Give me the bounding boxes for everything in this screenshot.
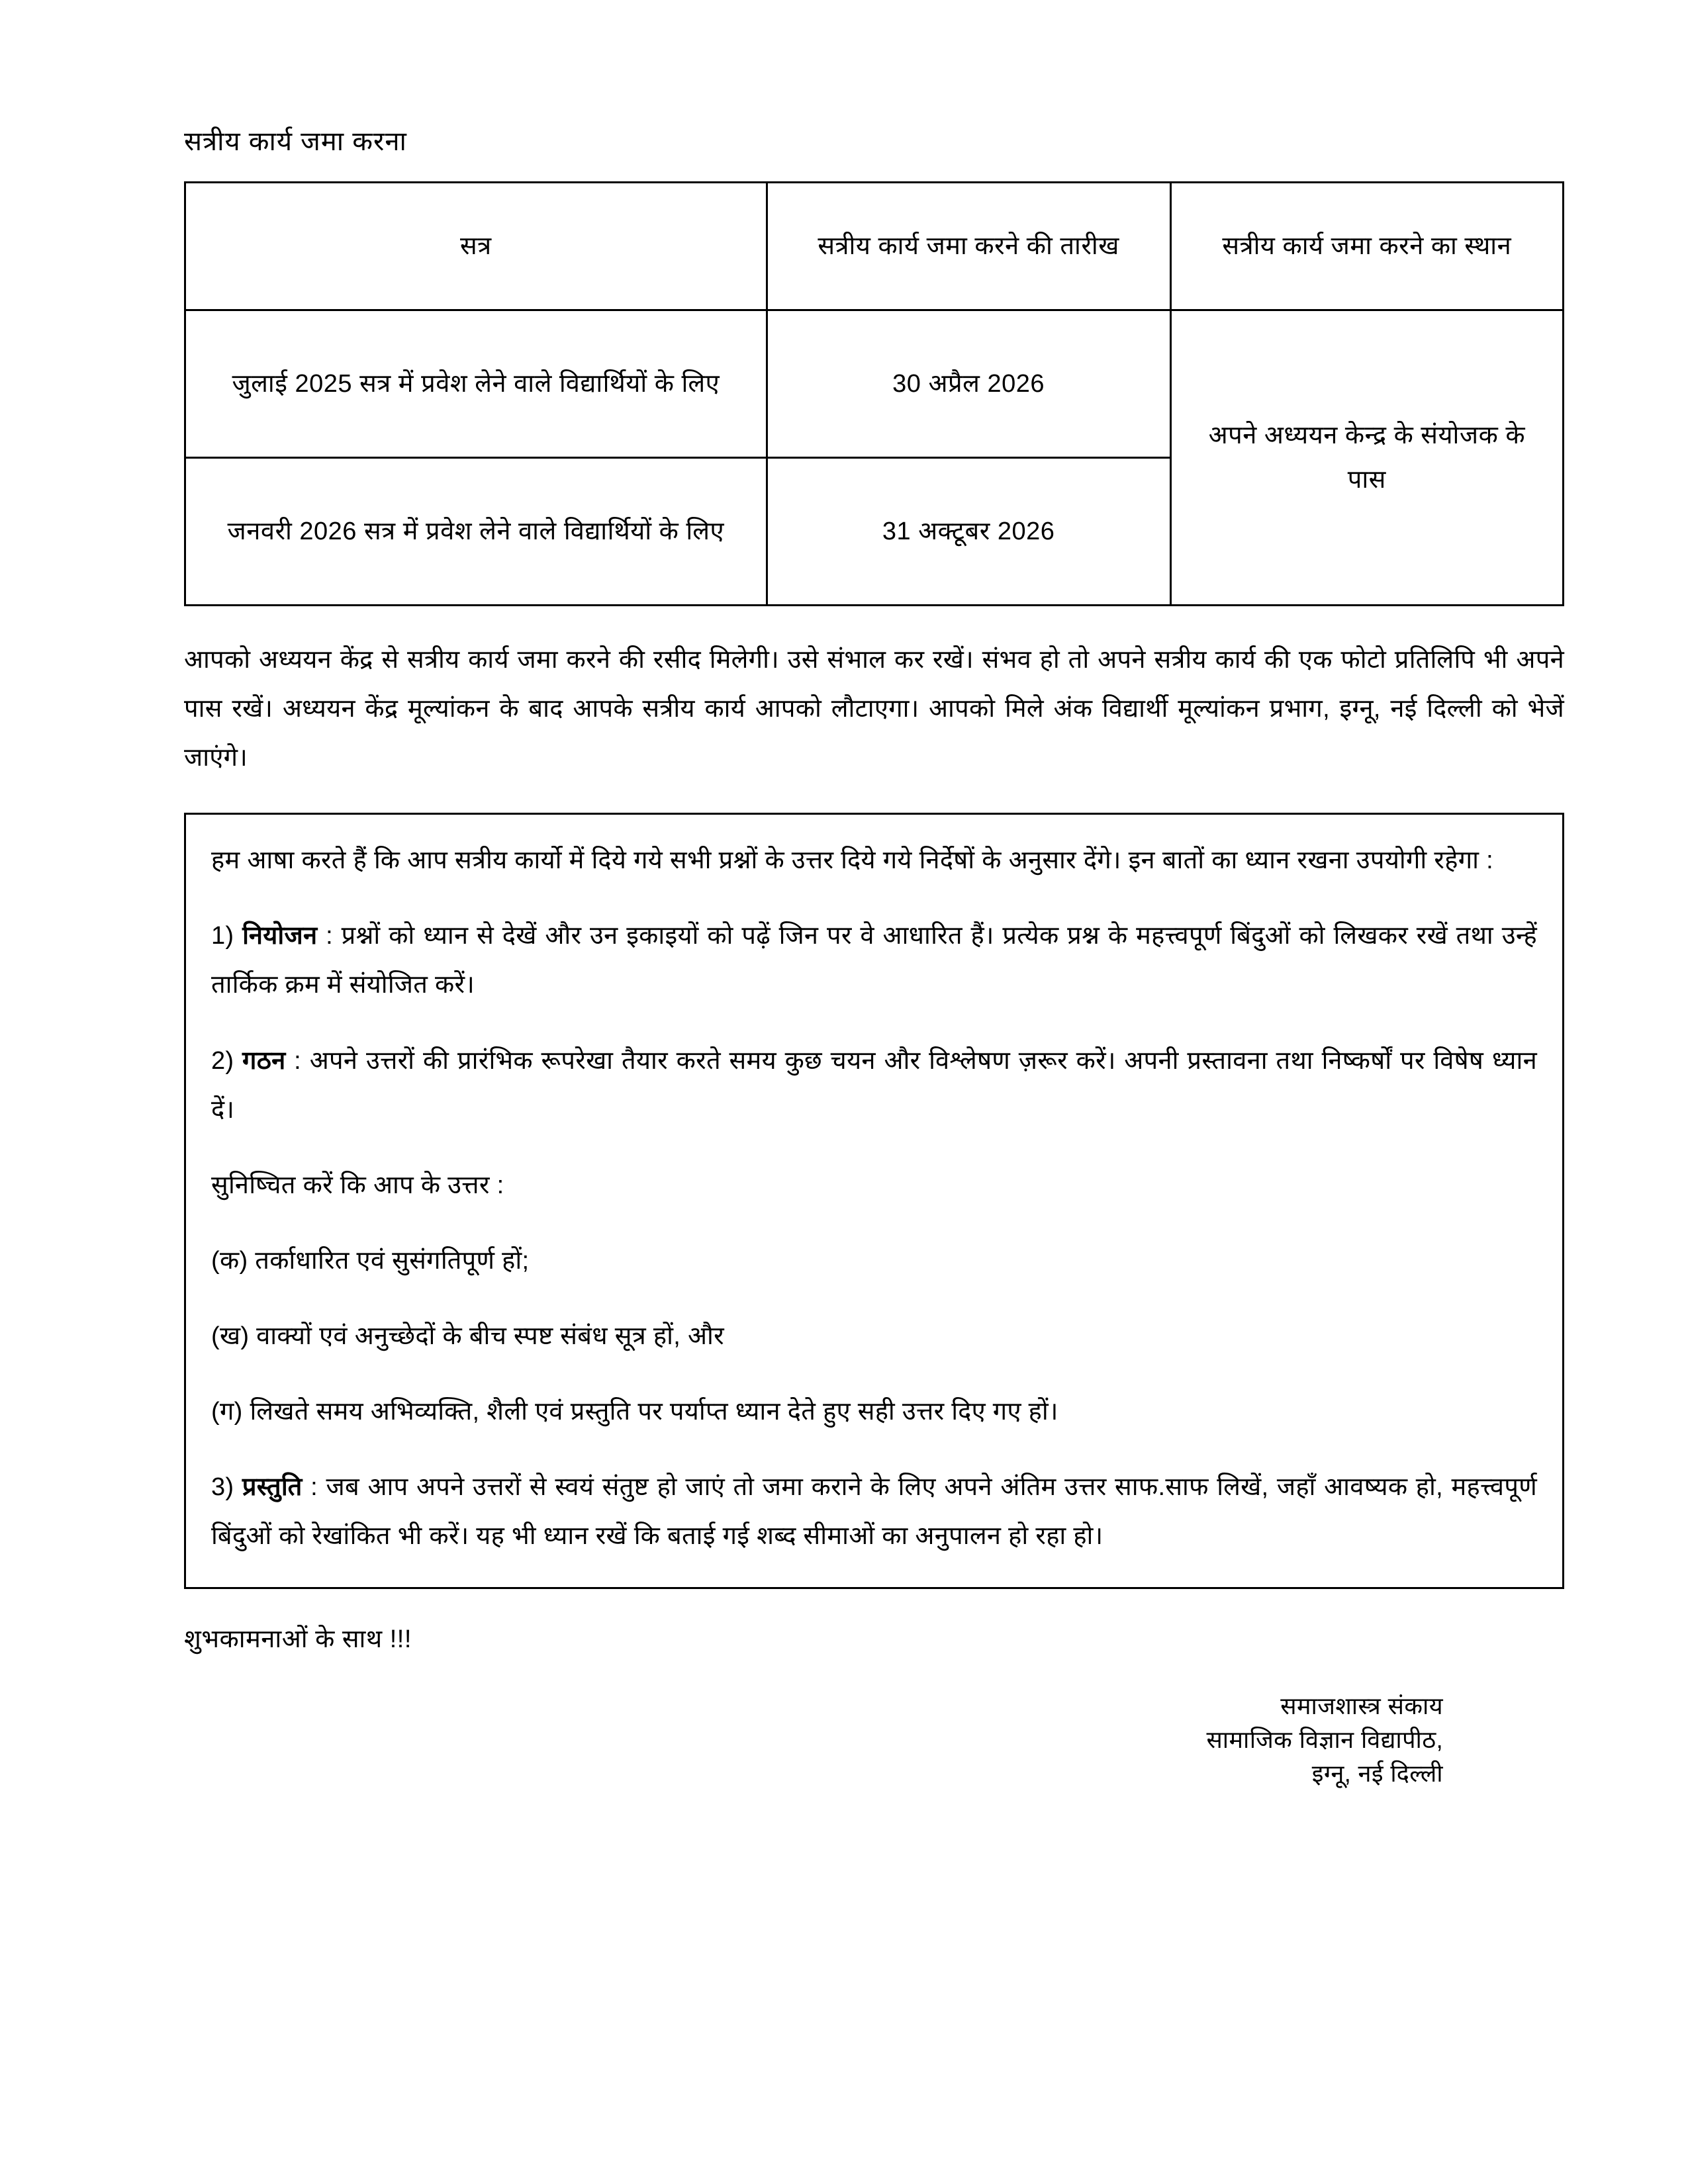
column-header-date: सत्रीय कार्य जमा करने की तारीख — [767, 183, 1170, 310]
table-header-row — [185, 183, 1564, 310]
instructions-sub-item-kha: (ख) वाक्यों एवं अनुच्छेदों के बीच स्पष्ट संबंध सूत्र हों, और — [211, 1322, 724, 1350]
signature-university: इग्नू, नई दिल्ली — [1311, 1760, 1443, 1788]
instructions-sub-intro: सुनिष्चित करें कि आप के उत्तर : — [211, 1171, 504, 1199]
cell-date: 30 अप्रैल 2026 — [767, 310, 1170, 458]
instruction-item-1-label: नियोजन — [242, 922, 318, 950]
instruction-item-2-number: 2) — [211, 1046, 234, 1075]
signature-block — [1206, 1689, 1443, 1790]
column-header-session: सत्र — [185, 183, 767, 310]
instruction-item-2 — [211, 1036, 1537, 1134]
instruction-item-2-separator: : — [294, 1046, 302, 1075]
instructions-sub-item-ga: (ग) लिखते समय अभिव्यक्ति, शैली एवं प्रस्तुति पर पर्याप्त ध्यान देते हुए सही उत्तर दिए गए हों। — [211, 1398, 1058, 1426]
instructions-sub-item-ka: (क) तर्काधारित एवं सुसंगतिपूर्ण हों; — [211, 1246, 530, 1275]
signature-school: सामाजिक विज्ञान विद्यापीठ, — [1206, 1726, 1443, 1754]
column-header-place: सत्रीय कार्य जमा करने का स्थान — [1170, 183, 1563, 310]
instruction-item-3 — [211, 1463, 1537, 1561]
closing-greeting: शुभकामनाओं के साथ !!! — [184, 1625, 412, 1654]
assignment-schedule-table — [184, 181, 1564, 606]
table-header — [185, 183, 1564, 310]
cell-date: 31 अक्टूबर 2026 — [767, 458, 1170, 606]
cell-session: जनवरी 2026 सत्र में प्रवेश लेने वाले विद्यार्थियों के लिए — [185, 458, 767, 606]
page-title: सत्रीय कार्य जमा करना — [184, 127, 407, 156]
receipt-note-paragraph: आपको अध्ययन केंद्र से सत्रीय कार्य जमा करने की रसीद मिलेगी। उसे संभाल कर रखें। संभव हो तो अपने सत्रीय कार्य की एक फोटो प्रतिलिपि भी अपने पास रखें। अध्ययन केंद्र मूल्यांकन के बाद आपके सत्रीय कार्य आपको लौटाएगा। आपको मिले अंक विद्यार्थी मूल्यांकन प्रभाग, इग्नू, नई दिल्ली को भेजें जाएंगे। — [184, 646, 1564, 772]
instruction-item-2-label: गठन — [242, 1046, 286, 1075]
cell-session: जुलाई 2025 सत्र में प्रवेश लेने वाले विद्यार्थियों के लिए — [185, 310, 767, 458]
instruction-item-1 — [211, 911, 1537, 1009]
table-body — [185, 310, 1564, 606]
instruction-item-3-separator: : — [310, 1473, 318, 1502]
instruction-item-1-number: 1) — [211, 922, 234, 950]
instructions-box — [184, 813, 1564, 1589]
table-row — [185, 310, 1564, 458]
instruction-item-2-text: अपने उत्तरों की प्रारंभिक रूपरेखा तैयार करते समय कुछ चयन और विश्लेषण ज़रूर करें। अपनी प्रस्तावना तथा निष्कर्षों पर विषेष ध्यान दें। — [211, 1046, 1537, 1124]
cell-place-merged: अपने अध्ययन केन्द्र के संयोजक के पास — [1170, 310, 1563, 606]
instructions-intro: हम आषा करते हैं कि आप सत्रीय कार्यो में दिये गये सभी प्रश्नों के उत्तर दिये गये निर्देषों के अनुसार देंगे। इन बातों का ध्यान रखना उपयोगी रहेगा : — [211, 846, 1493, 875]
signature-faculty: समाजशास्त्र संकाय — [1280, 1692, 1443, 1720]
instruction-item-1-text: प्रश्नों को ध्यान से देखें और उन इकाइयों को पढ़ें जिन पर वे आधारित हैं। प्रत्येक प्रश्न के महत्त्वपूर्ण बिंदुओं को लिखकर रखें तथा उन्हें तार्किक क्रम में संयोजित करें। — [211, 922, 1537, 999]
instruction-item-3-label: प्रस्तुति — [242, 1473, 303, 1502]
instruction-item-1-separator: : — [326, 922, 333, 950]
instruction-item-3-text: जब आप अपने उत्तरों से स्वयं संतुष्ट हो जाएं तो जमा कराने के लिए अपने अंतिम उत्तर साफ.साफ लिखें, जहाँ आवष्यक हो, महत्त्वपूर्ण बिंदुओं को रेखांकित भी करें। यह भी ध्यान रखें कि बताई गई शब्द सीमाओं का अनुपालन हो रहा हो। — [211, 1473, 1538, 1551]
instruction-item-3-number: 3) — [211, 1473, 234, 1502]
